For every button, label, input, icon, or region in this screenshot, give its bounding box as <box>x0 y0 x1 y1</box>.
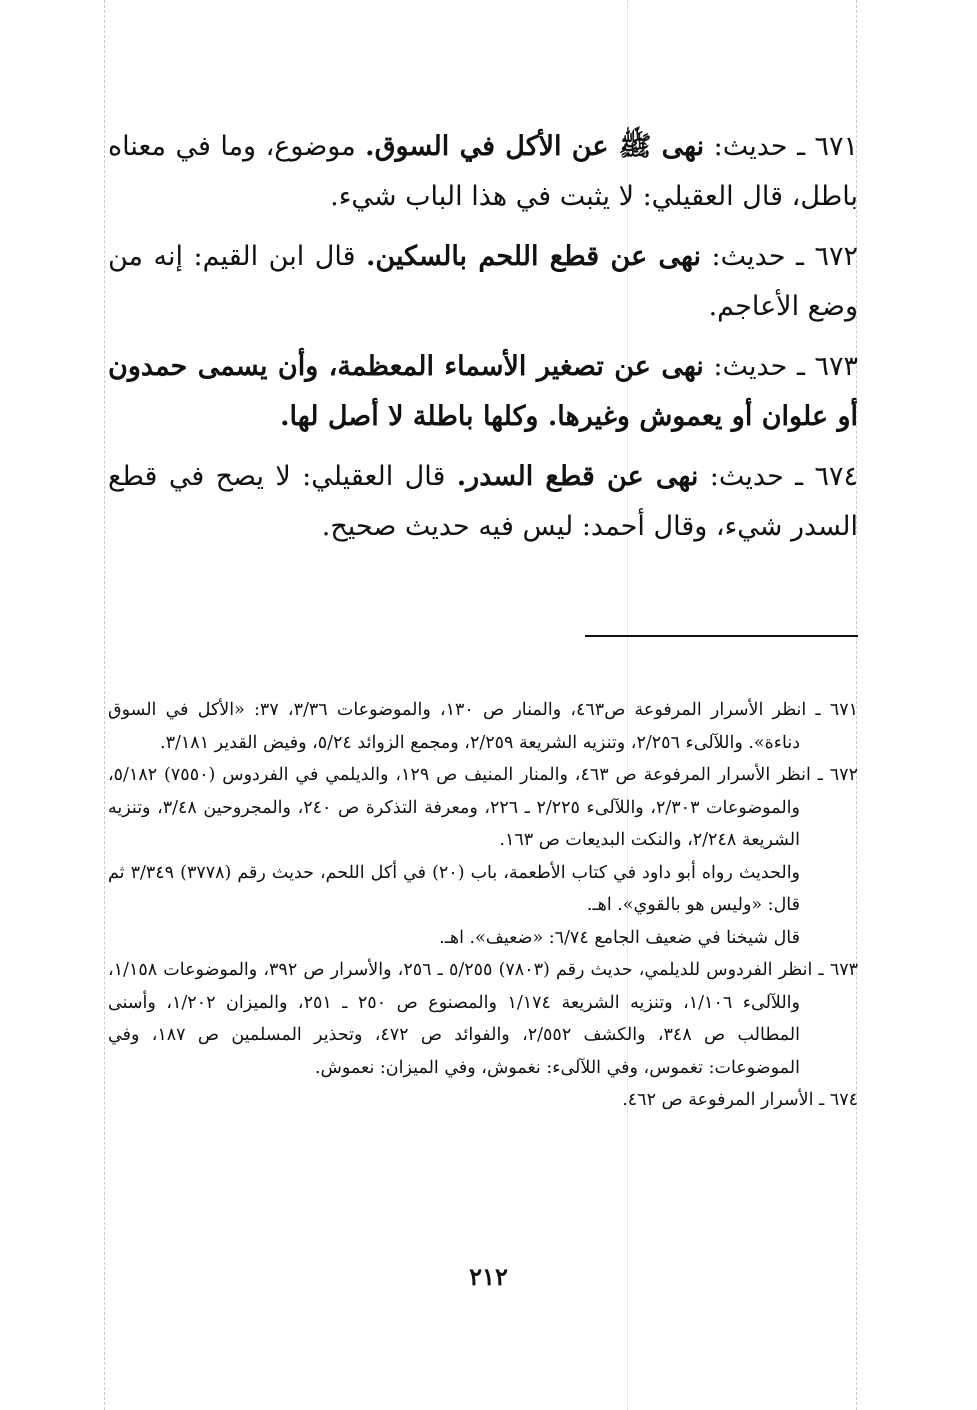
hadith-verdict: قال العقيلي: لا يصح في قطع السدر شيء، وقال أحمد: ليس فيه حديث صحيح. <box>108 461 858 542</box>
footnote-671 <box>108 694 858 759</box>
entry-number: ٦٧٢ <box>814 241 858 272</box>
entry-number: ٦٧٣ <box>814 351 858 382</box>
main-text <box>108 122 858 562</box>
hadith-entry-673 <box>108 342 858 442</box>
margin-guide-left <box>104 0 105 1410</box>
hadith-text: نهى عن تصغير الأسماء المعظمة، وأن يسمى حمدون أو علوان أو يعموش وغيرها. وكلها باطلة لا أصل لها. <box>108 351 858 432</box>
hadith-text: نهى عن قطع السدر. <box>456 461 699 492</box>
entry-label: ـ حديث: <box>709 461 804 492</box>
entry-number: ٦٧٤ <box>814 461 858 492</box>
entry-label: ـ حديث: <box>713 131 805 162</box>
footnote-dash: ـ <box>815 700 821 720</box>
footnote-number: ٦٧١ <box>829 700 858 720</box>
footnote-number: ٦٧٣ <box>829 960 859 980</box>
hadith-verdict: قال ابن القيم: إنه من وضع الأعاجم. <box>108 241 858 322</box>
footnote-674 <box>108 1084 858 1117</box>
footnote-number: ٦٧٢ <box>829 765 858 785</box>
footnote-672-continuation <box>108 922 858 955</box>
footnote-dash: ـ <box>819 1090 825 1110</box>
hadith-verdict: موضوع، وما في معناه باطل، قال العقيلي: لا يثبت في هذا الباب شيء. <box>108 131 858 212</box>
footnote-dash: ـ <box>818 960 824 980</box>
hadith-entry-671 <box>108 122 858 222</box>
footnote-text: انظر الفردوس للديلمي، حديث رقم (٧٨٠٣) ٥/٢٥٥ ـ ٢٥٦، والأسرار ص ٣٩٢، والموضوعات ١/١٥٨، واللآلىء ١/١٠٦، وتنزيه الشريعة ١/١٧٤ والمصنوع ص ٢٥٠ ـ ٢٥١، والميزان ١/٢٠٢، وأسنى المطالب ص ٣٤٨، والكشف ٢/٥٥٢، والفوائد ص ٤٧٢، وتحذير المسلمين ص ١٨٧، وفي الموضوعات: تغموس، وفي اللآلىء: نغموش، وفي الميزان: نعموش. <box>108 960 813 1078</box>
hadith-entry-672 <box>108 232 858 332</box>
footnote-672 <box>108 759 858 857</box>
entry-label: ـ حديث: <box>711 241 804 272</box>
footnotes <box>108 694 858 1117</box>
footnote-673 <box>108 954 858 1084</box>
footnote-text: قال شيخنا في ضعيف الجامع ٦/٧٤: «ضعيف». اهـ. <box>439 927 800 948</box>
footnote-672-continuation <box>108 857 858 922</box>
footnote-text: انظر الأسرار المرفوعة ص٤٦٣، والمنار ص ١٣٠، والموضوعات ٣/٣٦، ٣٧: «الأكل في السوق دناءة». واللآلىء ٢/٢٥٦، وتنزيه الشريعة ٢/٢٥٩، ومجمع الزوائد ٥/٢٤، وفيض القدير ٣/١٨١. <box>108 700 807 753</box>
footnote-text: انظر الأسرار المرفوعة ص ٤٦٣، والمنار المنيف ص ١٢٩، والديلمي في الفردوس (٧٥٥٠) ٥/١٨٢، والموضوعات ٢/٣٠٣، واللآلىء ٢/٢٢٥ ـ ٢٢٦، ومعرفة التذكرة ص ٢٤٠، والمجروحين ٣/٤٨، وتنزيه الشريعة ٢/٢٤٨، والنكت البديعات ص ١٦٣. <box>108 765 811 850</box>
hadith-entry-674 <box>108 452 858 552</box>
footnote-dash: ـ <box>817 765 823 785</box>
entry-number: ٦٧١ <box>814 131 858 162</box>
footnote-text: الأسرار المرفوعة ص ٤٦٢. <box>622 1090 814 1110</box>
footnote-separator <box>585 635 858 637</box>
footnote-text: والحديث رواه أبو داود في كتاب الأطعمة، باب (٢٠) في أكل اللحم، حديث رقم (٣٧٧٨) ٣/٣٤٩ ثم قال: «وليس هو بالقوي». اهـ. <box>108 862 801 915</box>
footnote-number: ٦٧٤ <box>829 1090 858 1110</box>
hadith-text: نهى عن قطع اللحم بالسكين. <box>366 241 702 272</box>
page-number: ٢١٢ <box>469 1262 508 1291</box>
entry-label: ـ حديث: <box>713 351 805 382</box>
hadith-text: نهى ﷺ عن الأكل في السوق. <box>365 131 705 162</box>
